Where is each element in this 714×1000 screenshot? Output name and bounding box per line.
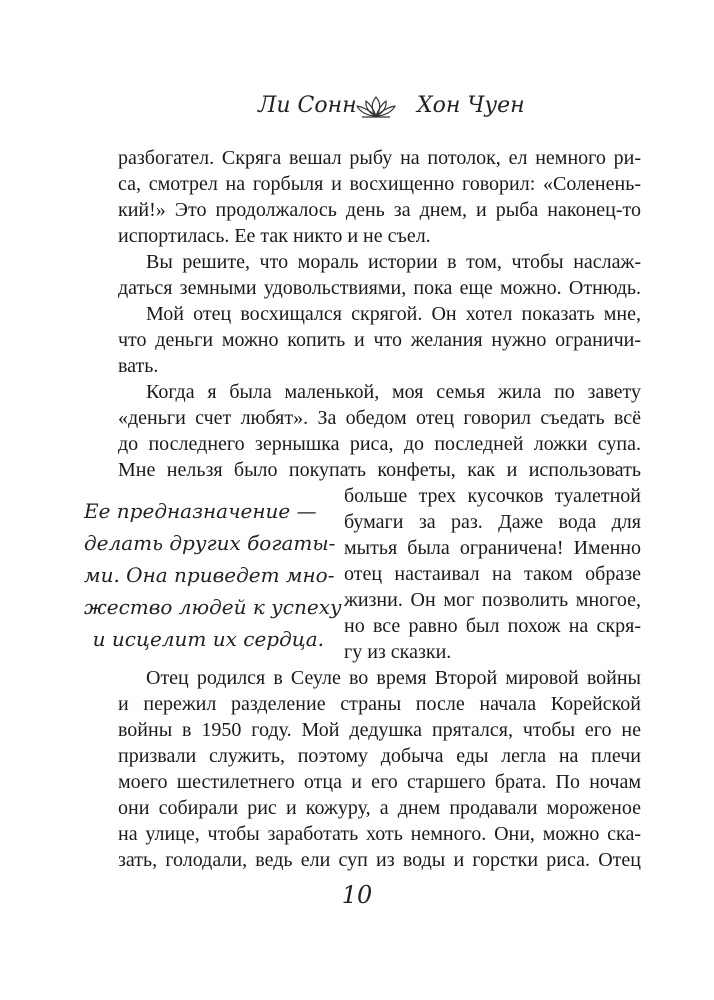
- text-line: Когда я была маленькой, моя семья жила по завету: [146, 381, 641, 403]
- text-line: и пережил разделение страны после начала Корейской: [118, 693, 641, 715]
- text-line: гу из сказки.: [344, 641, 452, 663]
- text-line: Отец родился в Сеуле во время Второй мировой войны: [146, 667, 641, 689]
- pull-quote-line: делать других богаты-: [84, 531, 336, 555]
- text-line: до последнего зернышка риса, до последней ложки супа.: [118, 433, 641, 455]
- text-line: вать.: [118, 355, 159, 377]
- text-line: «деньги счет любят». За обедом отец говорил съедать всё: [118, 407, 641, 429]
- text-line: призвали служить, поэтому добыча еды легла на плечи: [118, 745, 641, 767]
- text-line: даться земными удовольствиями, пока еще можно. Отнюдь.: [118, 277, 641, 299]
- text-line: Мне нельзя было покупать конфеты, как и использовать: [118, 459, 641, 481]
- author-name-right: Хон Чуен: [417, 93, 525, 118]
- page-number: 10: [341, 881, 373, 909]
- lotus-icon: [354, 94, 398, 120]
- pull-quote-line: жество людей к успеху: [84, 595, 342, 619]
- text-line: они собирали рис и кожуру, а днем продавали мороженое: [118, 797, 641, 819]
- text-line: моего шестилетнего отца и его старшего брата. По ночам: [118, 771, 641, 793]
- text-line: Вы решите, что мораль истории в том, чтобы наслаж-: [146, 251, 641, 273]
- text-line: но все равно был похож на скря-: [344, 615, 641, 637]
- text-line: са, смотрел на горбыля и восхищенно говорил: «Соленень-: [118, 173, 641, 195]
- pull-quote-line: и исцелит их сердца.: [92, 627, 324, 651]
- text-line: испортилась. Ее так никто и не съел.: [118, 225, 431, 247]
- running-header: [0, 92, 714, 124]
- pull-quote-line: Ее предназначение —: [84, 499, 317, 523]
- text-line: больше трех кусочков туалетной: [344, 485, 641, 507]
- pull-quote-line: ми. Она приведет мно-: [84, 563, 335, 587]
- text-line: войны в 1950 году. Мой дедушка прятался, чтобы его не: [118, 719, 641, 741]
- text-line: зать, голодали, ведь ели суп из воды и горстки риса. Отец: [118, 849, 641, 871]
- text-line: разбогател. Скряга вешал рыбу на потолок, ел немного ри-: [118, 147, 641, 169]
- text-line: что деньги можно копить и что желания нужно ограничи-: [118, 329, 641, 351]
- text-line: жизни. Он мог позволить многое,: [344, 589, 641, 611]
- text-line: мытья была ограничена! Именно: [344, 537, 641, 559]
- text-line: Мой отец восхищался скрягой. Он хотел показать мне,: [146, 303, 641, 325]
- text-line: на улице, чтобы заработать хоть немного. Они, можно ска-: [118, 823, 641, 845]
- text-line: кий!» Это продолжалось день за днем, и рыба наконец-то: [118, 199, 641, 221]
- author-name-left: Ли Сонн: [258, 93, 357, 118]
- text-line: бумаги за раз. Даже вода для: [344, 511, 641, 533]
- text-line: отец настаивал на таком образе: [344, 563, 641, 585]
